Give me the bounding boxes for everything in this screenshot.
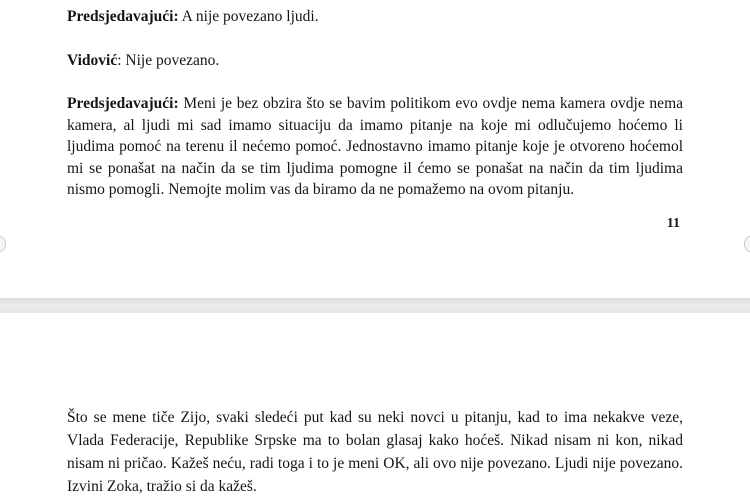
speaker-label: Predsjedavajući: (67, 95, 179, 112)
speaker-label: Vidović (67, 52, 118, 69)
transcript-line-1 (67, 6, 683, 28)
speaker-label: Predsjedavajući: (67, 8, 179, 25)
transcript-line-3 (67, 93, 683, 201)
speech-text: : Nije povezano. (117, 52, 220, 69)
speech-text: A nije povezano ljudi. (178, 8, 319, 25)
document-page-bottom (0, 313, 750, 500)
page-number: 11 (666, 216, 680, 231)
page-separator (0, 298, 750, 313)
transcript-line-2 (67, 50, 683, 72)
transcript-paragraph: Što se mene tiče Zijo, svaki sledeći put kad su neki novci u pitanju, kad to ima nekakve veze, Vlada Federacije, Republike Srpske ma to bolan glasaj kako hoćeš. Nikad nisam ni kon, nikad nisam ni pričao. Kažeš neću, radi toga i to je meni OK, ali ovo nije povezano. Ljudi nije povezano. Izvini Zoka, tražio si da kažeš. (67, 409, 683, 495)
page-nav-right-marker[interactable] (744, 236, 750, 252)
speech-text: Meni je bez obzira što se bavim politikom evo ovdje nema kamera ovdje nema kamera, al ljudi mi sad imamo situaciju da imamo pitanje na koje mi odlučujemo hoćemo li ljudima pomoć na terenu il nećemo pomoć. Jednostavno imamo pitanje koje je otvoreno hoćemol mi se ponašat na način da se tim ljudima pomogne il ćemo se ponašat na način da tim ljudima nismo pomogli. Nemojte molim vas da biramo da ne pomažemo na ovom pitanju. (67, 95, 683, 198)
